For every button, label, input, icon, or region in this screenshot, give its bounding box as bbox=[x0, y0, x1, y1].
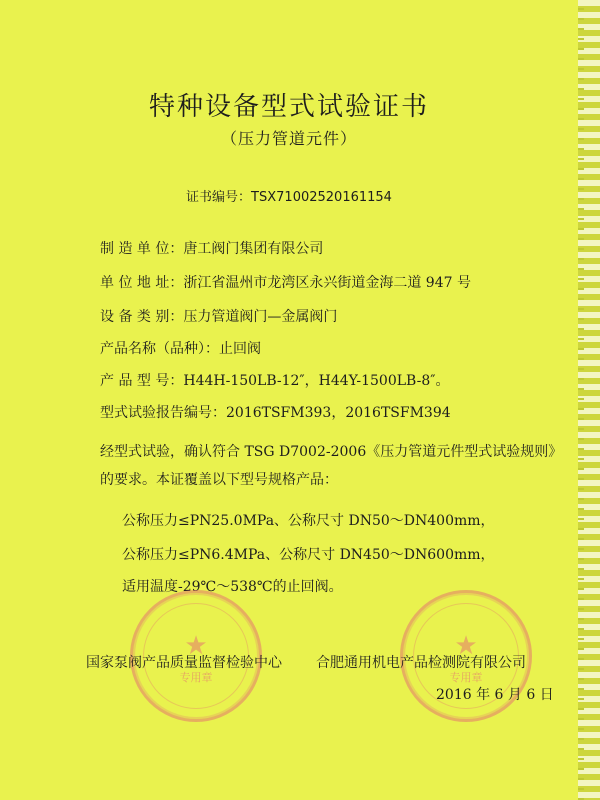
certificate-number-value: TSX71002520161154 bbox=[251, 190, 392, 205]
field-value: 压力管道阀门—金属阀门 bbox=[183, 309, 338, 325]
statement-line-3: 适用温度-29℃～538℃的止回阀。 bbox=[122, 579, 343, 595]
star-icon: ★ bbox=[454, 630, 478, 661]
seal-text: 专用章 bbox=[179, 670, 213, 684]
field-address bbox=[100, 272, 471, 292]
issuer-left: 国家泵阀产品质量监督检验中心 bbox=[86, 655, 282, 671]
issue-date: 2016 年 6 月 6 日 bbox=[436, 687, 554, 703]
star-icon: ★ bbox=[184, 630, 208, 661]
field-label: 单 位 地 址： bbox=[100, 275, 184, 291]
field-value: 浙江省温州市龙湾区永兴街道金海二道 947 号 bbox=[183, 275, 471, 291]
paper-edge bbox=[578, 0, 600, 800]
field-model bbox=[100, 370, 449, 390]
issuer-right: 合肥通用机电产品检测院有限公司 bbox=[316, 655, 526, 671]
field-product-name bbox=[100, 338, 261, 358]
field-value: 2016TSFM393，2016TSFM394 bbox=[226, 405, 451, 421]
field-label: 型式试验报告编号： bbox=[100, 405, 226, 421]
field-value: 唐工阀门集团有限公司 bbox=[183, 241, 324, 257]
statement-paragraph: 经型式试验，确认符合 TSG D7002-2006《压力管道元件型式试验规则》的要求。本证覆盖以下型号规格产品： bbox=[100, 444, 556, 488]
certificate-number-label: 证书编号： bbox=[186, 190, 252, 205]
field-label: 产 品 型 号： bbox=[100, 373, 184, 389]
field-label: 设 备 类 别： bbox=[100, 309, 184, 325]
field-value: 止回阀 bbox=[219, 341, 261, 357]
certificate-subtitle: （压力管道元件） bbox=[220, 129, 357, 148]
certificate-title: 特种设备型式试验证书 bbox=[148, 92, 429, 122]
field-label: 产品名称（品种）： bbox=[100, 341, 219, 357]
field-manufacturer bbox=[100, 238, 323, 258]
statement-line-1: 公称压力≤PN25.0MPa、公称尺寸 DN50～DN400mm， bbox=[122, 513, 495, 529]
seal-text: 专用章 bbox=[449, 670, 483, 684]
field-value: H44H-150LB-12″，H44Y-1500LB-8″。 bbox=[183, 373, 450, 389]
field-category bbox=[100, 306, 337, 326]
field-report-number bbox=[100, 402, 451, 422]
field-label: 制 造 单 位： bbox=[100, 241, 184, 257]
statement-line-2: 公称压力≤PN6.4MPa、公称尺寸 DN450～DN600mm， bbox=[122, 547, 495, 563]
certificate-number bbox=[0, 186, 578, 205]
